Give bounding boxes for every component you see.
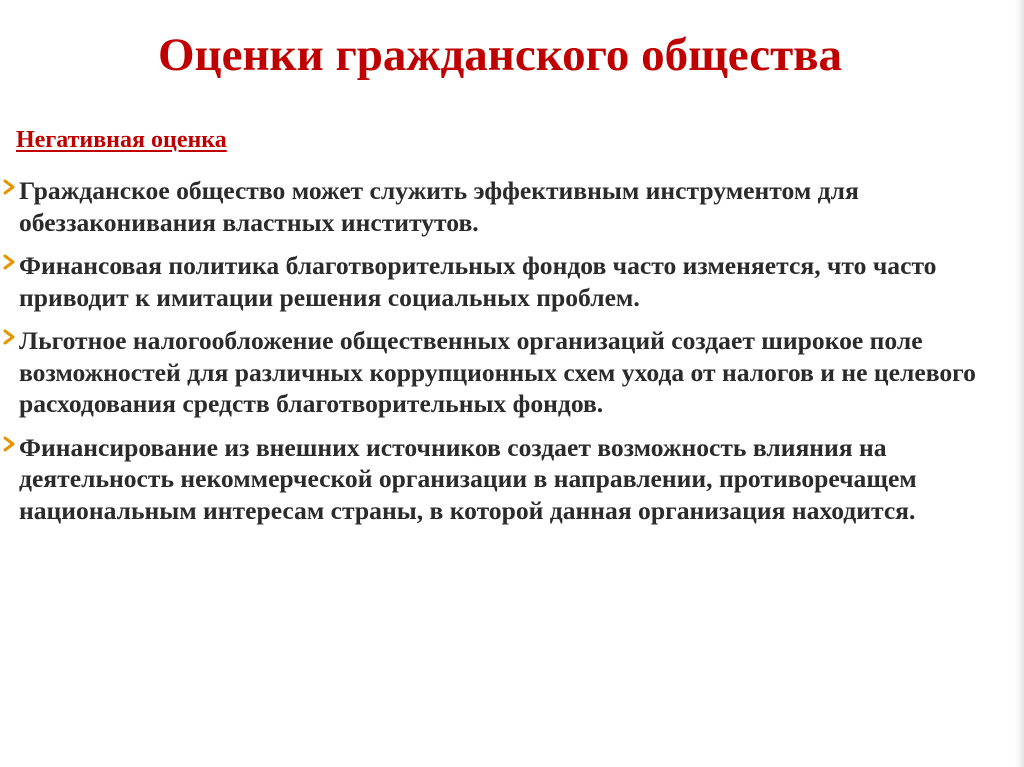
- bullet-item: [0, 432, 1012, 527]
- chevron-right-icon: [2, 328, 17, 346]
- chevron-right-icon: [2, 178, 17, 196]
- bullet-text: Финансирование из внешних источников создает возможность влияния на деятельность некоммерческой организации в направлении, противоречащем национальным интересам страны, в которой данная организация находится.: [19, 432, 917, 525]
- bullet-text: Гражданское общество может служить эффективным инструментом для обеззаконивания властных институтов.: [19, 176, 859, 237]
- slide-edge-shadow: [1014, 0, 1024, 767]
- slide-title: Оценки гражданского общества: [157, 29, 843, 81]
- section-subheading: Негативная оценка: [16, 127, 227, 153]
- chevron-right-icon: [2, 253, 17, 271]
- bullet-item: [0, 175, 1012, 238]
- chevron-right-icon: [2, 435, 17, 453]
- bullet-text: Финансовая политика благотворительных фондов часто изменяется, что часто приводит к имитации решения социальных проблем.: [19, 251, 937, 312]
- bullet-text: Льготное налогообложение общественных организаций создает широкое поле возможностей для различных коррупционных схем ухода от налогов и не целевого расходования средств благотворительных фондов.: [19, 326, 976, 418]
- bullet-item: [0, 325, 1012, 420]
- bullet-item: [0, 250, 1012, 313]
- bullet-list: [0, 175, 1012, 538]
